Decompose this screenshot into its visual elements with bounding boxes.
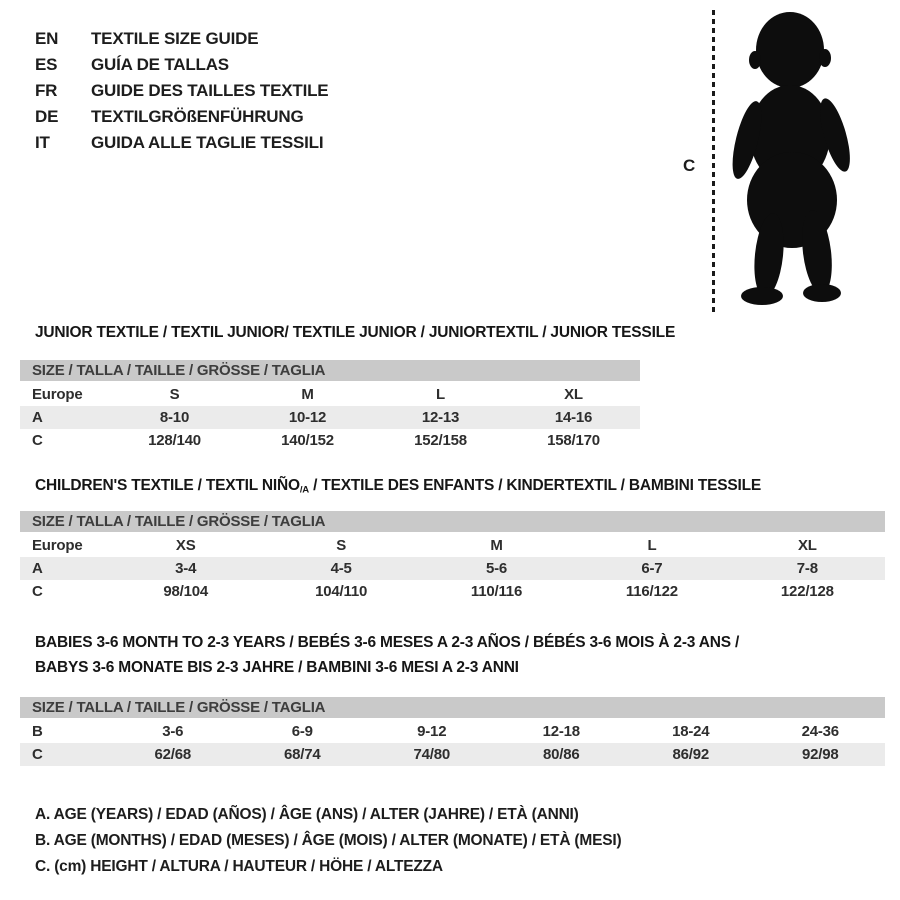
size-cell: 7-8 (796, 560, 818, 577)
size-cell: 140/152 (281, 432, 334, 449)
size-cell: XL (797, 537, 817, 554)
language-list (35, 26, 328, 156)
size-cell: 68/74 (283, 746, 321, 763)
row-label: A (32, 560, 43, 577)
size-cell: 12-13 (421, 409, 460, 426)
babies-section-title (35, 630, 739, 680)
children-title-part2: / TEXTILE DES ENFANTS / KINDERTEXTIL / BAMBINI TESSILE (309, 477, 762, 494)
row-label: Europe (32, 386, 83, 403)
size-cell: 110/116 (470, 583, 523, 600)
size-cell: 98/104 (163, 583, 209, 600)
babies-size-table (20, 697, 885, 766)
row-label: C (32, 746, 43, 763)
size-cell: 24-36 (801, 723, 839, 740)
language-code: IT (35, 133, 50, 152)
size-cell: 9-12 (417, 723, 447, 740)
size-cell: M (490, 537, 503, 554)
size-cell: S (336, 537, 347, 554)
language-label: GUÍA DE TALLAS (91, 55, 229, 74)
row-label: B (32, 723, 43, 740)
size-cell: 6-7 (641, 560, 663, 577)
size-cell: 158/170 (547, 432, 600, 449)
size-cell: 3-6 (162, 723, 184, 740)
row-label: C (32, 432, 43, 449)
height-dotted-line (712, 10, 715, 312)
row-label: Europe (32, 537, 83, 554)
size-cell: 8-10 (159, 409, 190, 426)
children-title-part1: CHILDREN'S TEXTILE / TEXTIL NIÑO (35, 477, 300, 494)
table-row-europe (20, 534, 885, 557)
table-row-height (20, 743, 885, 766)
table-row-height (20, 580, 885, 603)
language-row-en (35, 26, 328, 52)
size-cell: 122/128 (780, 583, 834, 600)
size-cell: 3-4 (175, 560, 197, 577)
table-row-age (20, 406, 640, 429)
language-row-fr (35, 78, 328, 104)
language-label: GUIDA ALLE TAGLIE TESSILI (91, 133, 324, 152)
height-marker-label: C (683, 156, 696, 175)
size-cell: 14-16 (554, 409, 593, 426)
size-cell: 6-9 (291, 723, 313, 740)
size-cell: 104/110 (315, 583, 368, 600)
size-cell: 128/140 (148, 432, 201, 449)
junior-size-table (20, 360, 640, 452)
size-cell: M (301, 386, 314, 403)
legend (35, 802, 621, 880)
language-code: DE (35, 107, 59, 126)
table-row-age-months (20, 720, 885, 743)
babies-title-line1: BABIES 3-6 MONTH TO 2-3 YEARS / BEBÉS 3-6 MESES A 2-3 AÑOS / BÉBÉS 3-6 MOIS À 2-3 ANS / (35, 634, 740, 651)
legend-line-c: C. (cm) HEIGHT / ALTURA / HAUTEUR / HÖHE / ALTEZZA (35, 858, 443, 875)
language-code: FR (35, 81, 58, 100)
legend-line-a: A. AGE (YEARS) / EDAD (AÑOS) / ÂGE (ANS) / ALTER (JAHRE) / ETÀ (ANNI) (35, 806, 579, 823)
table-row-height (20, 429, 640, 452)
size-cell: L (647, 537, 657, 554)
language-row-es (35, 52, 328, 78)
size-cell: 92/98 (801, 746, 839, 763)
table-header-bar: SIZE / TALLA / TAILLE / GRÖSSE / TAGLIA (20, 697, 885, 718)
table-header-bar: SIZE / TALLA / TAILLE / GRÖSSE / TAGLIA (20, 360, 640, 381)
size-cell: 74/80 (413, 746, 451, 763)
table-row-europe (20, 383, 640, 406)
size-cell: 86/92 (672, 746, 710, 763)
size-cell: 116/122 (625, 583, 678, 600)
language-label: TEXTILE SIZE GUIDE (91, 29, 259, 48)
size-cell: 18-24 (672, 723, 710, 740)
baby-silhouette-icon (722, 10, 862, 310)
children-size-table (20, 511, 885, 603)
legend-line-b: B. AGE (MONTHS) / EDAD (MESES) / ÂGE (MOIS) / ALTER (MONATE) / ETÀ (MESI) (35, 832, 622, 849)
row-label: A (32, 409, 43, 426)
size-cell: 10-12 (288, 409, 327, 426)
language-row-it (35, 130, 328, 156)
language-row-de (35, 104, 328, 130)
size-cell: 4-5 (330, 560, 352, 577)
size-cell: 5-6 (485, 560, 508, 577)
size-cell: XL (564, 386, 583, 403)
table-row-age (20, 557, 885, 580)
junior-section-title: JUNIOR TEXTILE / TEXTIL JUNIOR/ TEXTILE JUNIOR / JUNIORTEXTIL / JUNIOR TESSILE (35, 324, 676, 341)
language-code: ES (35, 55, 58, 74)
size-cell: 62/68 (154, 746, 192, 763)
language-code: EN (35, 29, 59, 48)
size-cell: XS (175, 537, 196, 554)
size-cell: 12-18 (542, 723, 580, 740)
table-header-bar: SIZE / TALLA / TAILLE / GRÖSSE / TAGLIA (20, 511, 885, 532)
size-cell: S (169, 386, 180, 403)
babies-title-line2: BABYS 3-6 MONATE BIS 2-3 JAHRE / BAMBINI 3-6 MESI A 2-3 ANNI (35, 659, 519, 676)
size-cell: L (436, 386, 445, 403)
size-cell: 152/158 (414, 432, 467, 449)
children-section-title (35, 477, 761, 496)
language-label: TEXTILGRÖßENFÜHRUNG (91, 107, 304, 126)
children-title-subscript: /A (299, 484, 310, 496)
row-label: C (32, 583, 43, 600)
size-cell: 80/86 (542, 746, 580, 763)
language-label: GUIDE DES TAILLES TEXTILE (91, 81, 329, 100)
